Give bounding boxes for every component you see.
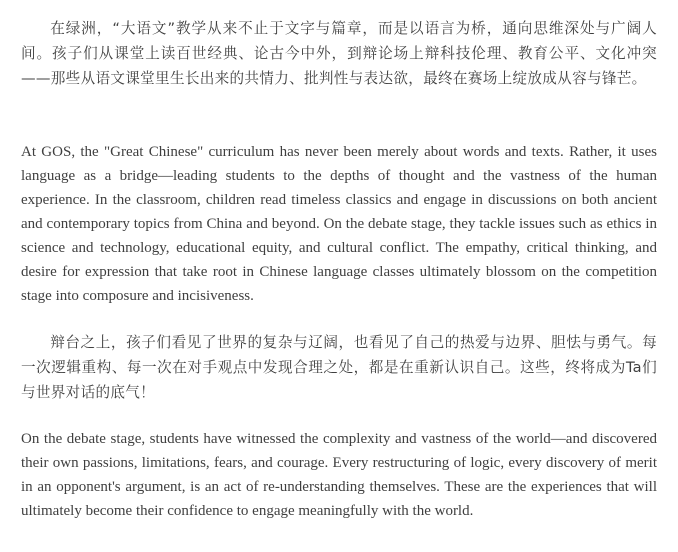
paragraph-zh-debate: 辩台之上，孩子们看见了世界的复杂与辽阔，也看见了自己的热爱与边界、胆怯与勇气。每一次逻辑重构、每一次在对手观点中发现合理之处，都是在重新认识自己。这些，终将成为Ta们与世界对话的底气！ [21,334,657,401]
paragraph-zh-intro: 在绿洲，“大语文”教学从来不止于文字与篇章，而是以语言为桥，通向思维深处与广阔人间。孩子们从课堂上读百世经典、论古今中外，到辩论场上辩科技伦理、教育公平、文化冲突——那些从语文课堂里生长出来的共情力、批判性与表达欲，最终在赛场上绽放成从容与锋芒。 [21,20,657,87]
paragraph-en-intro: At GOS, the "Great Chinese" curriculum has never been merely about words and texts. Rather, it uses language as a bridge—leading students to the depths of thought and the vastness of the human experience. In the classroom, children read timeless classics and engage in discussions on both ancient and contemporary topics from China and beyond. On the debate stage, they tackle issues such as ethics in science and technology, educational equity, and cultural conflict. The empathy, critical thinking, and desire for expression that take root in Chinese language classes ultimately blossom on the competition stage into composure and incisiveness. [21,144,657,304]
paragraph-en-debate: On the debate stage, students have witnessed the complexity and vastness of the world—and discovered their own passions, limitations, fears, and courage. Every restructuring of logic, every discovery of merit in an opponent's argument, is an act of re-understanding themselves. These are the experiences that will ultimately become their confidence to engage meaningfully with the world. [21,431,657,519]
